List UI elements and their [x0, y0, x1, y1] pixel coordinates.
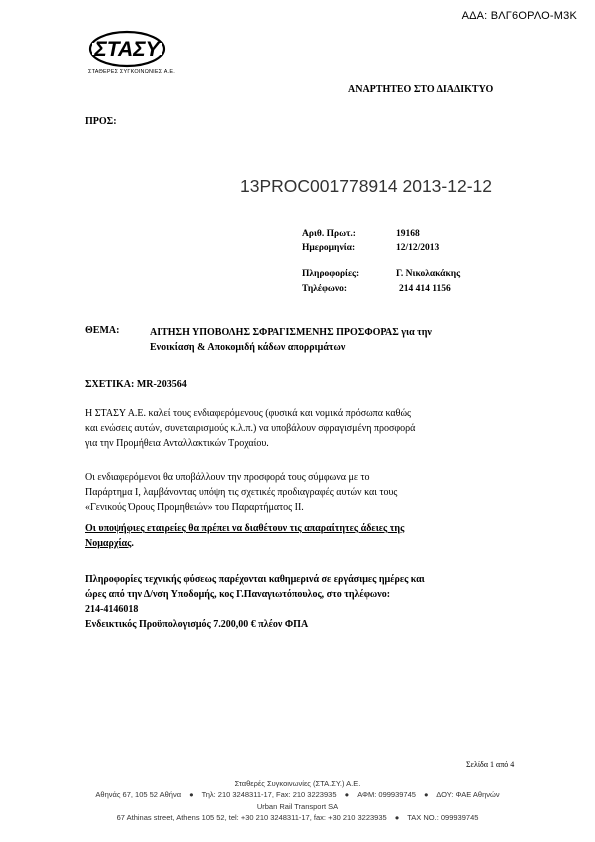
protocol-value: 19168 [396, 229, 420, 239]
page-number: Σελίδα 1 από 4 [466, 760, 515, 769]
info-label: Πληροφορίες: [302, 269, 360, 279]
bullet-icon: ● [189, 790, 194, 800]
bullet-icon: ● [344, 790, 350, 800]
subject-label: ΘΕΜΑ: [85, 325, 120, 336]
body-line: Πληροφορίες τεχνικής φύσεως παρέχονται καθημερινά σε εργάσιμες ημέρες και [85, 574, 425, 585]
footer-tax-number: ΑΦΜ: 099939745 [357, 790, 416, 800]
logo-text: ΣΤΑΣΥ [94, 38, 160, 61]
body-line: Παράρτημα Ι, λαμβάνοντας υπόψη τις σχετικές προδιαγραφές αυτών και τους [85, 487, 398, 498]
ada-code: ΑΔΑ: ΒΛΓ6ΟΡΛΟ-Μ3Κ [461, 10, 577, 22]
footer [0, 778, 595, 824]
footer-english-name: Urban Rail Transport SA [256, 801, 339, 811]
period: . [131, 538, 134, 549]
body-line: Η ΣΤΑΣΥ Α.Ε. καλεί τους ενδιαφερόμενους (φυσικά και νομικά πρόσωπα καθώς [85, 408, 411, 419]
paragraph-licenses [85, 521, 525, 551]
bullet-icon: ● [394, 813, 400, 823]
body-line: Οι υποψήφιες εταιρείες θα πρέπει να διαθέτουν τις απαραίτητες άδειες της [85, 523, 405, 534]
paragraph-invitation [85, 406, 525, 451]
footer-greek-contacts [0, 789, 595, 800]
phone-value: 214 414 1156 [399, 284, 451, 294]
reference-number: 13PROC001778914 2013-12-12 [240, 176, 492, 196]
footer-tax-office: ΔΟΥ: ΦΑΕ Αθηνών [436, 790, 500, 800]
recipient-label: ΠΡΟΣ: [85, 116, 117, 127]
body-line-2 [85, 536, 525, 551]
paragraph-contact-info [85, 572, 525, 632]
footer-english-tax: TAX NO.: 099939745 [407, 813, 479, 823]
body-line: ώρες από την Δ/νση Υποδομής, κος Γ.Παναγιωτόπουλος, στο τηλέφωνο: [85, 589, 391, 600]
stasy-logo-mark [88, 30, 166, 68]
footer-english-address: 67 Athinas street, Athens 105 52, tel: +30 210 3248311-17, fax: +30 210 3223935 [116, 813, 387, 823]
footer-english-contacts [0, 812, 595, 823]
footer-address: Αθηνάς 67, 105 52 Αθήνα [95, 790, 182, 800]
protocol-label: Αριθ. Πρωτ.: [302, 229, 356, 239]
budget-line: Ενδεικτικός Προϋπολογισμός 7.200,00 € πλέον ΦΠΑ [85, 619, 309, 630]
info-value: Γ. Νικολακάκης [396, 269, 461, 279]
subject-line-1: ΑΙΤΗΣΗ ΥΠΟΒΟΛΗΣ ΣΦΡΑΓΙΣΜΕΝΗΣ ΠΡΟΣΦΟΡΑΣ για την [150, 327, 432, 338]
phone-label: Τηλέφωνο: [302, 284, 347, 294]
posted-online-notice: ΑΝΑΡΤΗΤΕΟ ΣΤΟ ΔΙΑΔΙΚΤΥΟ [348, 84, 494, 95]
body-line: «Γενικούς Όρους Προμηθειών» του Παραρτήματος ΙΙ. [85, 502, 304, 513]
bullet-icon: ● [424, 790, 429, 800]
stasy-logo [88, 30, 175, 75]
prefecture-text: Νομαρχίας [85, 538, 132, 549]
body-line: Οι ενδιαφερόμενοι θα υποβάλλουν την προσφορά τους σύμφωνα με το [85, 472, 370, 483]
body-line: και ενώσεις αυτών, συνεταιρισμούς κ.λ.π.) να υποβάλουν σφραγισμένη προσφορά [85, 423, 416, 434]
date-label: Ημερομηνία: [302, 243, 356, 253]
date-value: 12/12/2013 [396, 243, 440, 253]
body-line: για την Προμήθεια Ανταλλακτικών Τροχαίου. [85, 438, 269, 449]
footer-phone-fax: Τηλ: 210 3248311-17, Fax: 210 3223935 [201, 790, 337, 800]
body-line: 214-4146018 [85, 604, 139, 615]
paragraph-terms [85, 470, 525, 515]
related-reference: ΣΧΕΤΙΚΑ: MR-203564 [85, 379, 187, 390]
logo-subtitle: ΣΤΑΘΕΡΕΣ ΣΥΓΚΟΙΝΩΝΙΕΣ Α.Ε. [88, 69, 175, 75]
subject-text [150, 325, 490, 355]
subject-line-2: Ενοικίαση & Αποκομιδή κάδων απορριμάτων [150, 342, 346, 353]
footer-company-name: Σταθερές Συγκοινωνίες (ΣΤΑ.ΣΥ.) Α.Ε. [234, 779, 361, 788]
